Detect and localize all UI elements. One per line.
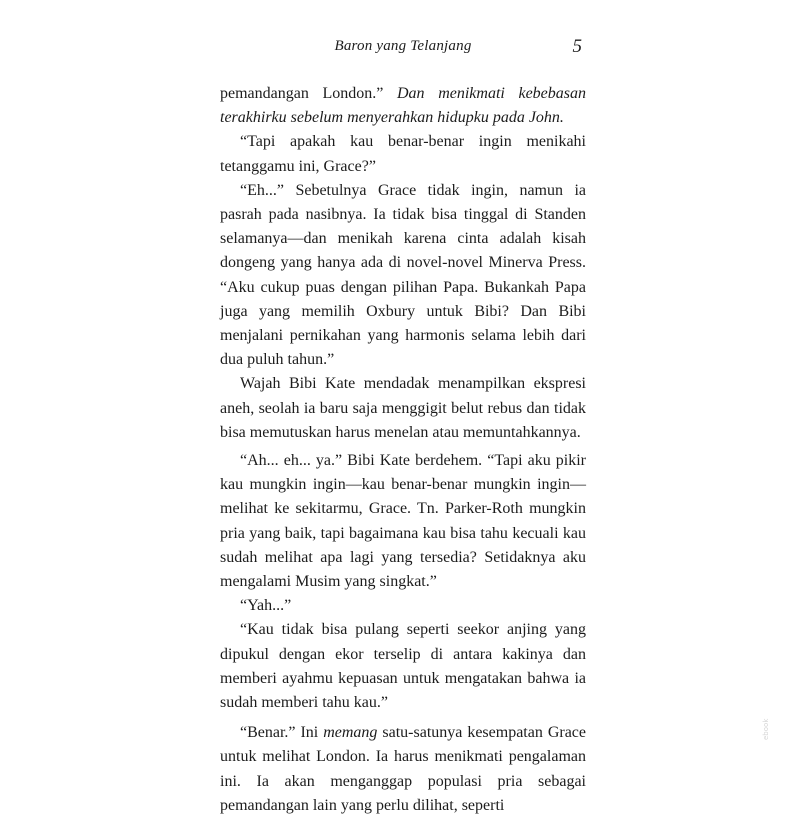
paragraph	[220, 179, 586, 373]
body-text	[220, 82, 586, 818]
text-segment: “Kau tidak bisa pulang seperti seekor anjing yang dipukul dengan ekor terselip di antara kakinya dan memberi ayahmu kepuasan untuk mengatakan bahwa ia sudah memberi tahu kau.”	[220, 621, 586, 712]
text-segment: “Tapi apakah kau benar-benar ingin menikahi tetanggamu ini, Grace?”	[220, 133, 586, 175]
running-title: Baron yang Telanjang	[334, 38, 472, 54]
paragraph	[220, 82, 586, 130]
text-segment: satu-satunya kesempatan Grace untuk melihat London. Ia harus menikmati pengalaman ini. Ia akan menganggap populasi pria sebagai pemandangan lain yang perlu dilihat, seperti	[220, 724, 587, 814]
page-number: 5	[572, 36, 582, 57]
text-segment: Wajah Bibi Kate mendadak menampilkan ekspresi aneh, seolah ia baru saja menggigit belut rebus dan tidak bisa memutuskan harus menelan atau memuntahkannya.	[220, 375, 586, 441]
paragraph	[220, 449, 586, 594]
side-stamp: ebook	[762, 718, 770, 740]
text-segment: “Ah... eh... ya.” Bibi Kate berdehem. “Tapi aku pikir kau mungkin ingin—kau benar-benar mungkin ingin—melihat ke sekitarmu, Grace. Tn. Parker-Roth mungkin pria yang baik, tapi bagaimana kau bisa tahu kecuali kau sudah melihat apa lagi yang tersedia? Setidaknya aku mengalami Musim yang singkat.”	[220, 452, 586, 591]
italic-text-segment: memang	[323, 724, 378, 742]
paragraph	[220, 618, 586, 715]
running-header	[220, 36, 586, 60]
italic-text-segment: Dan menikmati kebebasan terakhirku sebelum menyerahkan hidupku pada John.	[220, 85, 586, 127]
text-segment: “Yah...”	[240, 597, 292, 615]
paragraph	[220, 594, 586, 618]
paragraph	[220, 372, 586, 445]
paragraph	[220, 721, 586, 818]
text-segment: pemandangan London.”	[220, 85, 397, 102]
paragraph	[220, 130, 586, 178]
text-segment: “Benar.” Ini	[240, 724, 324, 742]
text-segment: “Eh...” Sebetulnya Grace tidak ingin, namun ia pasrah pada nasibnya. Ia tidak bisa tinggal di Standen selamanya—dan menikah karena cinta adalah kisah dongeng yang hanya ada di novel-novel Minerva Press. “Aku cukup puas dengan pilihan Papa. Bukankah Papa juga yang memilih Oxbury untuk Bibi? Dan Bibi menjalani pernikahan yang harmonis selama lebih dari dua puluh tahun.”	[220, 181, 586, 369]
